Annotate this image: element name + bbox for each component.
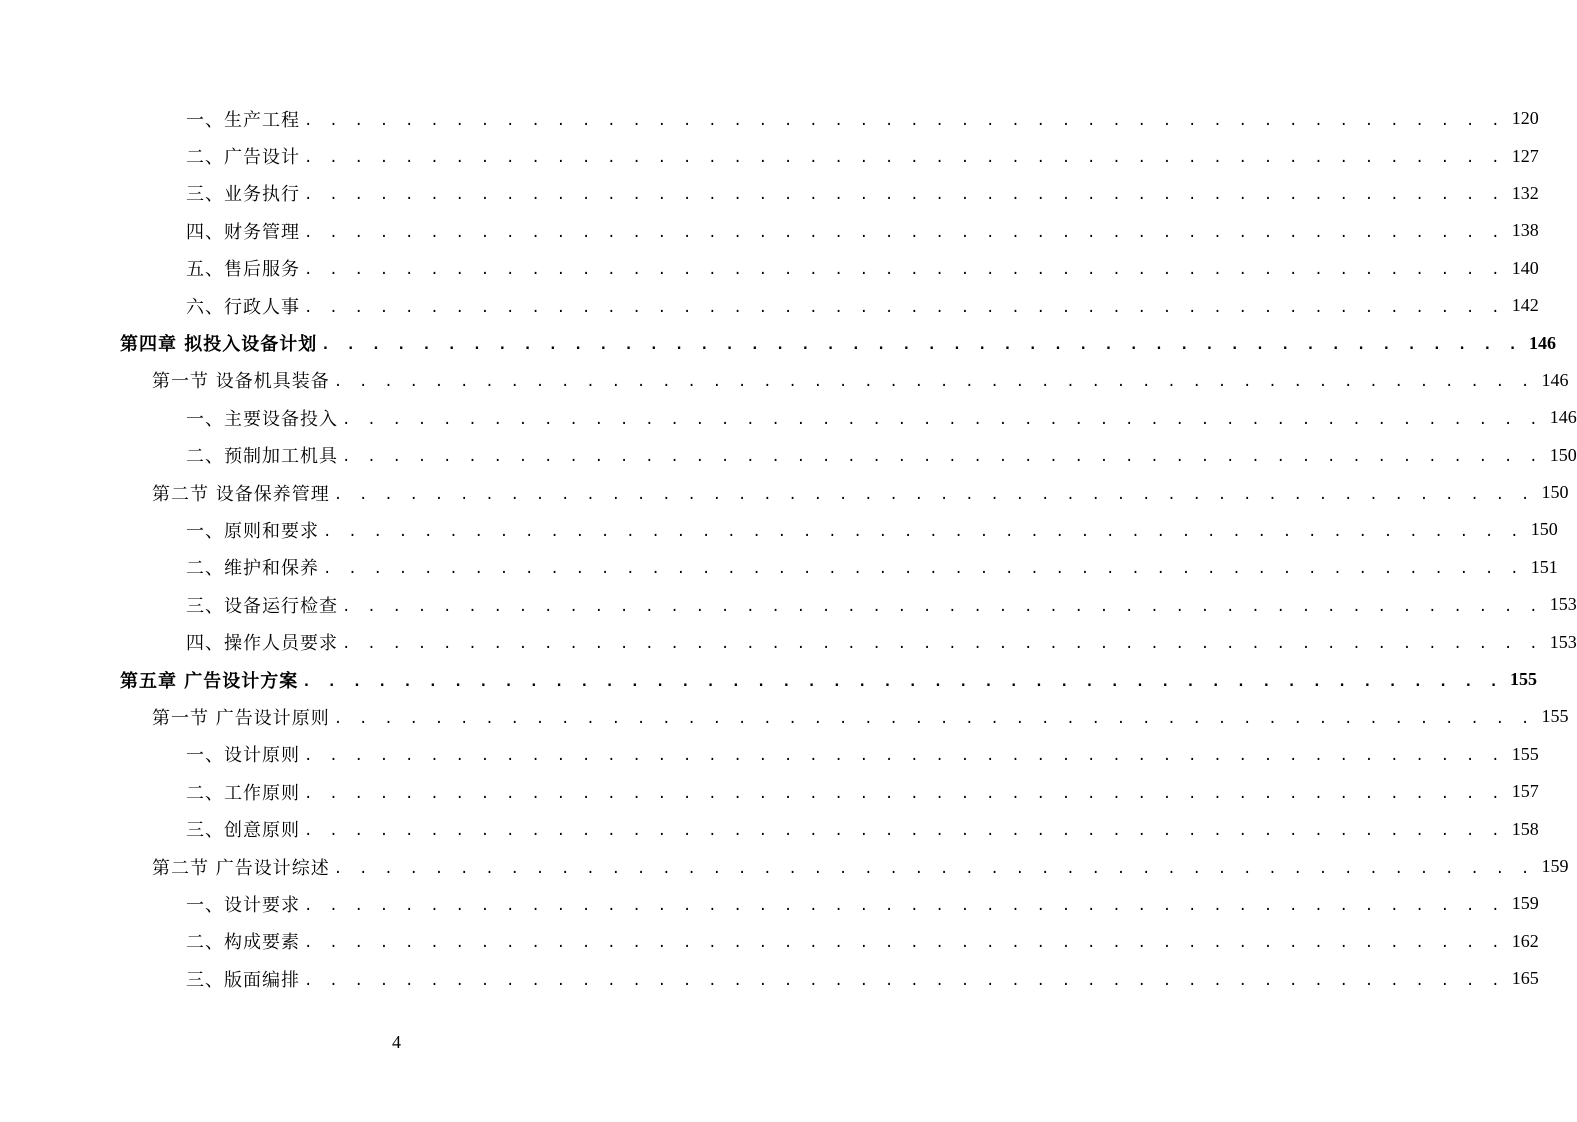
- toc-entry-page-number: 153: [1549, 594, 1577, 615]
- dot-leader: . . . . . . . . . . . . . . . . . . . . . . . . . . . . . . . . . . . . . . . . . . . . . . . .: [342, 636, 1542, 653]
- toc-entry-title: 第二节 广告设计综述: [152, 857, 330, 879]
- dot-leader: . . . . . . . . . . . . . . . . . . . . . . . . . . . . . . . . . . . . . . . . . . . . . . . .: [304, 748, 1504, 765]
- toc-entry-page-number: 127: [1511, 145, 1539, 166]
- toc-entry-page-number: 157: [1511, 781, 1539, 802]
- toc-entry-item[interactable]: [0, 175, 1539, 212]
- toc-entry-section[interactable]: [0, 474, 1569, 511]
- dot-leader: . . . . . . . . . . . . . . . . . . . . . . . . . . . . . . . . . . . . . . . . . . . . . . . .: [323, 523, 1523, 540]
- dot-leader: . . . . . . . . . . . . . . . . . . . . . . . . . . . . . . . . . . . . . . . . . . . . . . . .: [304, 187, 1504, 204]
- toc-entry-title: 二、广告设计: [186, 147, 300, 169]
- toc-entry-title: 二、预制加工机具: [186, 446, 338, 468]
- dot-leader: . . . . . . . . . . . . . . . . . . . . . . . . . . . . . . . . . . . . . . . . . . . . . . . .: [304, 224, 1504, 241]
- toc-entry-page-number: 155: [1510, 669, 1538, 690]
- toc-entry-item[interactable]: [0, 773, 1539, 810]
- toc-entry-title: 一、原则和要求: [186, 520, 319, 542]
- dot-leader: . . . . . . . . . . . . . . . . . . . . . . . . . . . . . . . . . . . . . . . . . . . . . . . .: [304, 150, 1504, 167]
- toc-entry-item[interactable]: [0, 810, 1539, 847]
- toc-entry-item[interactable]: [0, 885, 1539, 922]
- toc-entry-section[interactable]: [0, 362, 1569, 399]
- toc-entry-page-number: 165: [1511, 968, 1539, 989]
- toc-entry-section[interactable]: [0, 698, 1569, 735]
- toc-entry-item[interactable]: [0, 586, 1577, 623]
- toc-entry-title: 四、操作人员要求: [186, 633, 338, 655]
- dot-leader: . . . . . . . . . . . . . . . . . . . . . . . . . . . . . . . . . . . . . . . . . . . . . . . .: [302, 673, 1503, 690]
- toc-entry-title: 二、维护和保养: [186, 558, 319, 580]
- toc-entry-title: 二、工作原则: [186, 782, 300, 804]
- toc-entry-page-number: 146: [1541, 369, 1569, 390]
- toc-entry-page-number: 150: [1549, 444, 1577, 465]
- toc-entry-title: 第四章 拟投入设备计划: [120, 334, 318, 356]
- toc-entry-title: 一、生产工程: [186, 109, 300, 131]
- page-number: 4: [392, 1032, 401, 1052]
- toc-entry-title: 第一节 设备机具装备: [152, 371, 330, 393]
- toc-entry-page-number: 140: [1511, 257, 1539, 278]
- dot-leader: . . . . . . . . . . . . . . . . . . . . . . . . . . . . . . . . . . . . . . . . . . . . . . . .: [304, 823, 1504, 840]
- dot-leader: . . . . . . . . . . . . . . . . . . . . . . . . . . . . . . . . . . . . . . . . . . . . . . . .: [304, 897, 1504, 914]
- dot-leader: . . . . . . . . . . . . . . . . . . . . . . . . . . . . . . . . . . . . . . . . . . . . . . . .: [333, 374, 1534, 391]
- toc-entry-title: 三、设备运行检查: [186, 595, 338, 617]
- dot-leader: . . . . . . . . . . . . . . . . . . . . . . . . . . . . . . . . . . . . . . . . . . . . . . . .: [304, 785, 1504, 802]
- toc-entry-item[interactable]: [0, 736, 1539, 773]
- toc-entry-page-number: 150: [1530, 519, 1558, 540]
- toc-entry-title: 一、设计要求: [186, 894, 300, 916]
- table-of-contents: [0, 100, 1577, 997]
- dot-leader: . . . . . . . . . . . . . . . . . . . . . . . . . . . . . . . . . . . . . . . . . . . . . . . .: [333, 486, 1534, 503]
- toc-entry-page-number: 162: [1511, 930, 1539, 951]
- toc-entry-chapter[interactable]: [0, 661, 1538, 698]
- toc-entry-item[interactable]: [0, 549, 1558, 586]
- toc-entry-item[interactable]: [0, 287, 1539, 324]
- toc-entry-title: 一、主要设备投入: [186, 408, 338, 430]
- toc-entry-title: 三、业务执行: [186, 184, 300, 206]
- toc-entry-page-number: 159: [1511, 893, 1539, 914]
- dot-leader: . . . . . . . . . . . . . . . . . . . . . . . . . . . . . . . . . . . . . . . . . . . . . . . .: [304, 112, 1504, 129]
- toc-entry-item[interactable]: [0, 250, 1539, 287]
- toc-entry-page-number: 159: [1541, 856, 1569, 876]
- dot-leader: . . . . . . . . . . . . . . . . . . . . . . . . . . . . . . . . . . . . . . . . . . . . . . . .: [321, 337, 1521, 354]
- toc-entry-item[interactable]: [0, 137, 1539, 174]
- toc-entry-title: 第五章 广告设计方案: [120, 670, 299, 692]
- toc-entry-title: 第二节 设备保养管理: [152, 483, 330, 505]
- toc-entry-title: 二、构成要素: [186, 932, 300, 954]
- toc-entry-title: 三、创意原则: [186, 820, 300, 842]
- toc-entry-page-number: 155: [1541, 706, 1569, 727]
- toc-entry-item[interactable]: [0, 437, 1577, 474]
- toc-entry-title: 三、版面编排: [186, 969, 300, 991]
- toc-entry-item[interactable]: [0, 923, 1539, 960]
- toc-entry-item[interactable]: [0, 100, 1539, 137]
- toc-entry-page-number: 151: [1530, 556, 1558, 577]
- dot-leader: . . . . . . . . . . . . . . . . . . . . . . . . . . . . . . . . . . . . . . . . . . . . . . . .: [304, 972, 1504, 989]
- dot-leader: . . . . . . . . . . . . . . . . . . . . . . . . . . . . . . . . . . . . . . . . . . . . . . . .: [342, 449, 1542, 466]
- toc-entry-section[interactable]: [0, 848, 1569, 885]
- toc-entry-page-number: 120: [1511, 108, 1539, 129]
- toc-entry-title: 六、行政人事: [186, 296, 300, 318]
- toc-entry-item[interactable]: [0, 212, 1539, 249]
- dot-leader: . . . . . . . . . . . . . . . . . . . . . . . . . . . . . . . . . . . . . . . . . . . . . . . .: [333, 860, 1534, 877]
- toc-entry-chapter[interactable]: [0, 324, 1556, 361]
- toc-entry-page-number: 153: [1549, 631, 1577, 652]
- toc-entry-title: 五、售后服务: [186, 259, 300, 281]
- dot-leader: . . . . . . . . . . . . . . . . . . . . . . . . . . . . . . . . . . . . . . . . . . . . . . . .: [333, 710, 1534, 727]
- toc-entry-item[interactable]: [0, 399, 1577, 436]
- dot-leader: . . . . . . . . . . . . . . . . . . . . . . . . . . . . . . . . . . . . . . . . . . . . . . . .: [323, 561, 1523, 578]
- toc-entry-page-number: 132: [1511, 182, 1539, 203]
- dot-leader: . . . . . . . . . . . . . . . . . . . . . . . . . . . . . . . . . . . . . . . . . . . . . . . .: [304, 299, 1504, 316]
- toc-entry-item[interactable]: [0, 623, 1577, 660]
- toc-entry-title: 四、财务管理: [186, 221, 300, 243]
- toc-entry-page-number: 146: [1549, 407, 1577, 428]
- toc-entry-page-number: 138: [1511, 220, 1539, 241]
- toc-entry-item[interactable]: [0, 960, 1539, 997]
- toc-entry-title: 第一节 广告设计原则: [152, 707, 330, 729]
- toc-entry-page-number: 146: [1529, 332, 1556, 353]
- dot-leader: . . . . . . . . . . . . . . . . . . . . . . . . . . . . . . . . . . . . . . . . . . . . . . . .: [304, 262, 1504, 279]
- dot-leader: . . . . . . . . . . . . . . . . . . . . . . . . . . . . . . . . . . . . . . . . . . . . . . . .: [342, 411, 1542, 428]
- toc-entry-page-number: 158: [1511, 818, 1539, 839]
- dot-leader: . . . . . . . . . . . . . . . . . . . . . . . . . . . . . . . . . . . . . . . . . . . . . . . .: [304, 935, 1504, 952]
- dot-leader: . . . . . . . . . . . . . . . . . . . . . . . . . . . . . . . . . . . . . . . . . . . . . . . .: [342, 598, 1542, 615]
- toc-entry-title: 一、设计原则: [186, 745, 300, 767]
- toc-entry-page-number: 155: [1511, 743, 1539, 764]
- toc-entry-page-number: 142: [1511, 295, 1539, 316]
- toc-entry-page-number: 150: [1541, 482, 1569, 503]
- toc-entry-item[interactable]: [0, 511, 1558, 548]
